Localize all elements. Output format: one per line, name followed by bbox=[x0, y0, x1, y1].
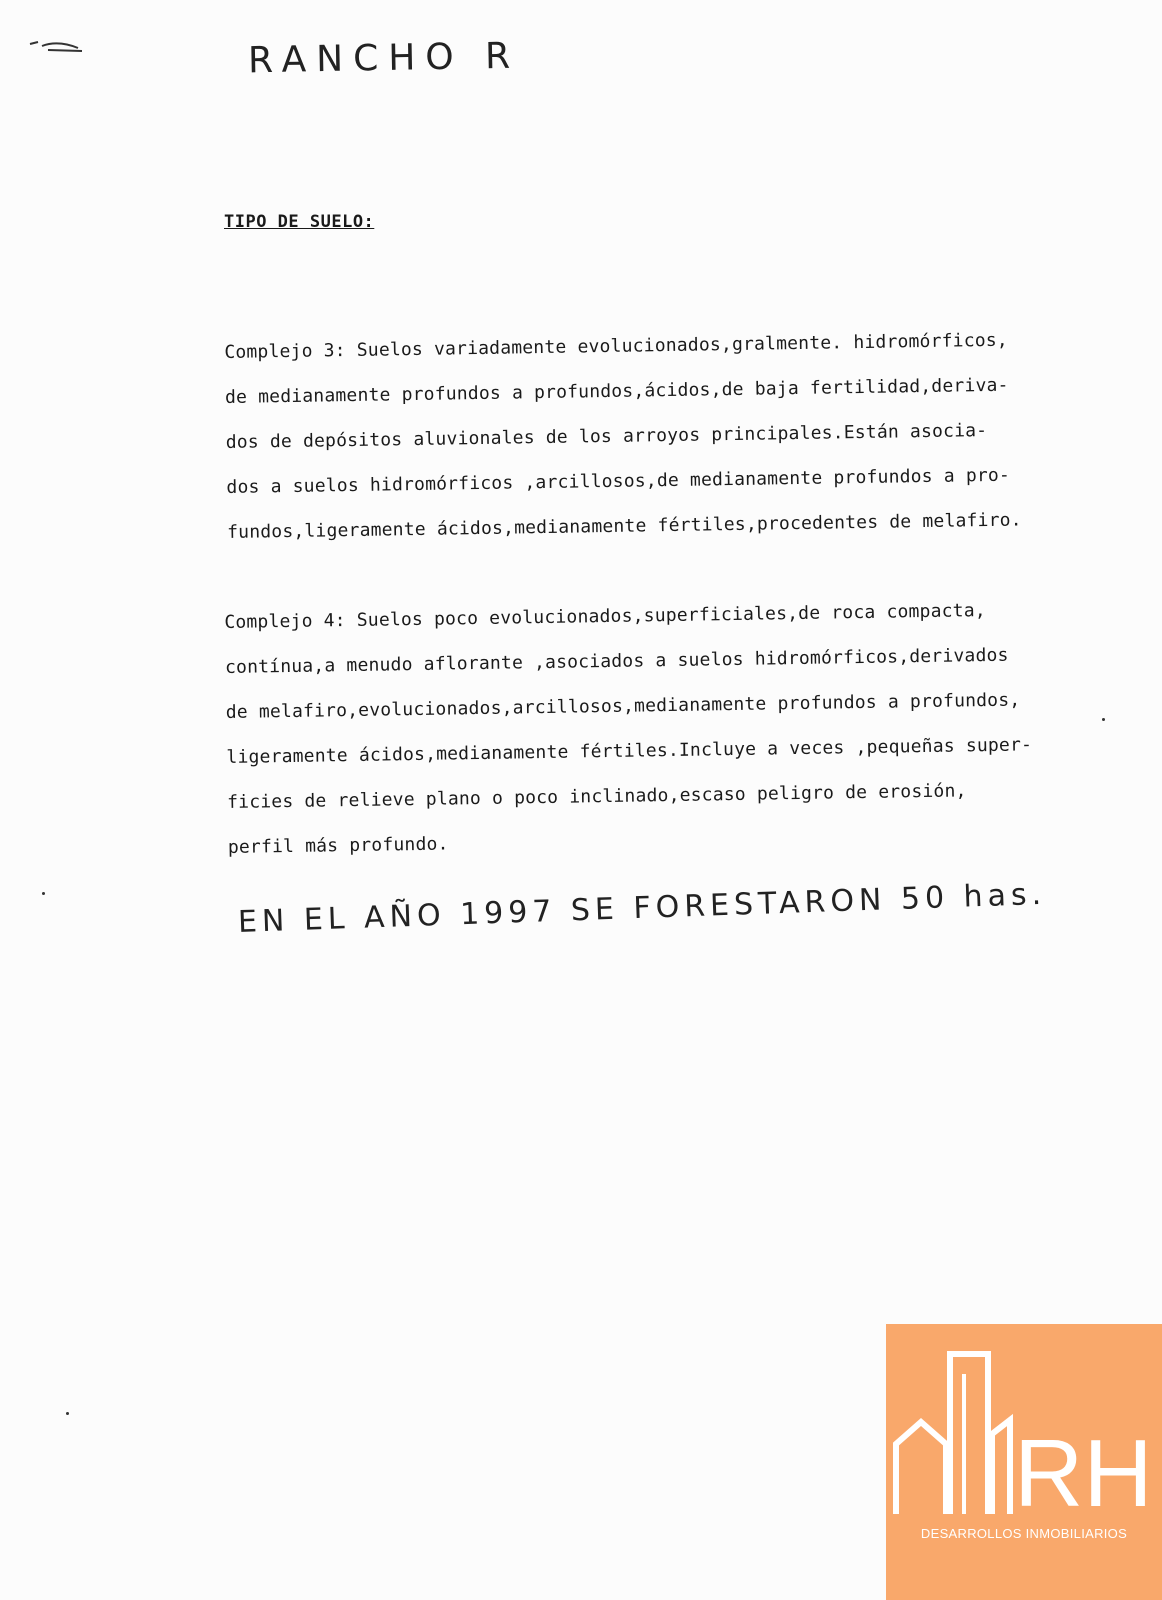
section-title: TIPO DE SUELO: bbox=[224, 212, 375, 232]
paragraph-complejo-3 bbox=[224, 317, 1067, 555]
paragraph-line: ligeramente ácidos,medianamente fértiles.Incluye a veces ,pequeñas super- bbox=[226, 734, 1033, 768]
paragraph-line: de melafiro,evolucionados,arcillosos,medianamente profundos a profundos, bbox=[225, 689, 1021, 723]
handwritten-note: EN EL AÑO 1997 SE FORESTARON 50 has. bbox=[237, 876, 1047, 940]
paragraph-line: de medianamente profundos a profundos,ácidos,de baja fertilidad,deriva- bbox=[224, 374, 1009, 408]
logo-letters: RH bbox=[1014, 1420, 1153, 1527]
pen-scribble-mark bbox=[28, 38, 86, 54]
paragraph-line: Complejo 3: Suelos variadamente evolucionados,gralmente. hidromórficos, bbox=[224, 329, 1009, 363]
paragraph-complejo-4 bbox=[224, 587, 1068, 870]
scan-speck bbox=[66, 1412, 69, 1415]
paragraph-line: contínua,a menudo aflorante ,asociados a suelos hidromórficos,derivados bbox=[224, 644, 1009, 678]
paragraph-line: dos a suelos hidromórficos ,arcillosos,de medianamente profundos a pro- bbox=[226, 464, 1011, 498]
paragraph-line: dos de depósitos aluvionales de los arroyos principales.Están asocia- bbox=[225, 420, 988, 453]
scan-speck bbox=[1102, 718, 1105, 721]
building-rh-logo-icon bbox=[886, 1324, 1162, 1600]
handwritten-title: RANCHO R bbox=[247, 35, 521, 82]
logo-caption: DESARROLLOS INMOBILIARIOS bbox=[920, 1526, 1128, 1541]
paragraph-line: Complejo 4: Suelos poco evolucionados,superficiales,de roca compacta, bbox=[224, 600, 986, 633]
paragraph-line: fundos,ligeramente ácidos,medianamente fértiles,procedentes de melafiro. bbox=[227, 509, 1022, 543]
paragraph-line: ficies de relieve plano o poco inclinado,escaso peligro de erosión, bbox=[227, 780, 967, 813]
company-logo bbox=[886, 1324, 1162, 1600]
paragraph-line: perfil más profundo. bbox=[227, 833, 449, 858]
scan-speck bbox=[42, 892, 45, 895]
